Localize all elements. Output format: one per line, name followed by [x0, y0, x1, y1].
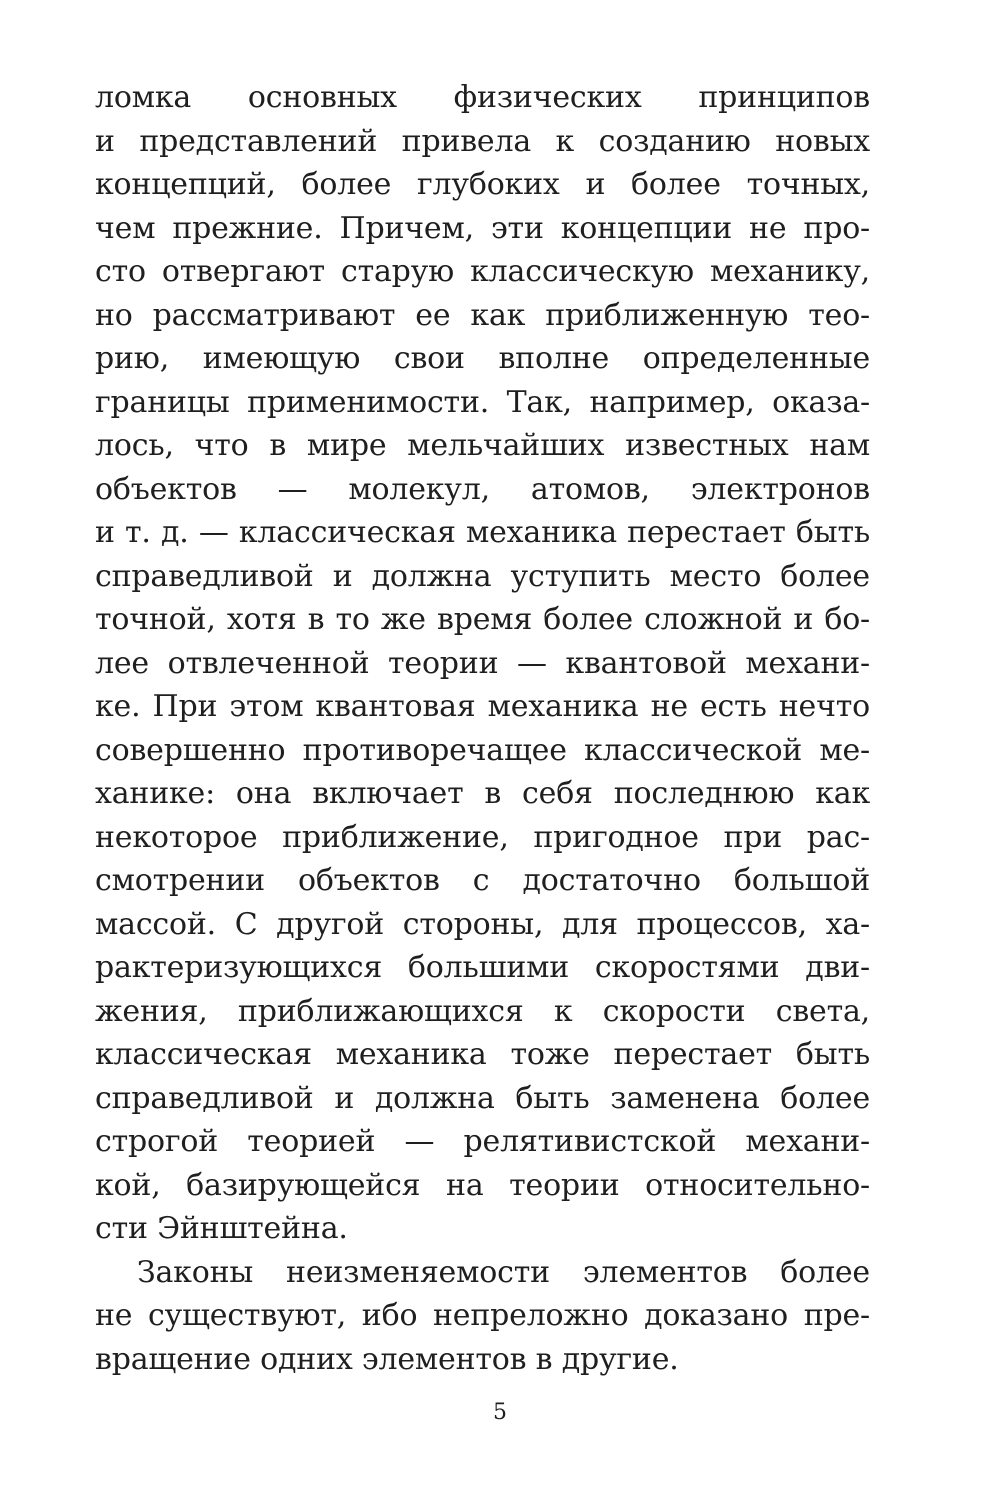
text-line: лее отвлеченной теории — квантовой механи- [95, 645, 870, 681]
text-line: чем прежние. Причем, эти концепции не про- [95, 210, 870, 246]
text-line: совершенно противоречащее классической ме- [95, 732, 870, 768]
text-line: вращение одних элементов в другие. [95, 1341, 679, 1377]
text-line: смотрении объектов с достаточно большой [95, 863, 870, 898]
text-line: не существуют, ибо непреложно доказано пре- [95, 1298, 870, 1333]
text-line: справедливой и должна уступить место более [95, 558, 870, 594]
text-line: рактеризующихся большими скоростями дви- [95, 950, 870, 985]
text-line: лось, что в мире мельчайших известных нам [95, 428, 870, 463]
text-line: классическая механика тоже перестает быть [95, 1037, 870, 1072]
page-number: 5 [493, 1400, 507, 1425]
text-line: сто отвергают старую классическую механику, [95, 254, 870, 289]
text-line: ке. При этом квантовая механика не есть нечто [95, 689, 870, 724]
body-text [95, 76, 870, 1381]
text-line: строгой теорией — релятивистской механи- [95, 1124, 870, 1159]
text-line: справедливой и должна быть заменена более [95, 1080, 870, 1116]
text-line: но рассматривают ее как приближенную тео- [95, 297, 870, 333]
paragraph-1 [95, 76, 870, 1251]
text-line: и представлений привела к созданию новых [95, 123, 870, 159]
text-line: некоторое приближение, пригодное при рас- [95, 819, 870, 855]
paragraph-2 [95, 1251, 870, 1382]
text-line: кой, базирующейся на теории относительно- [95, 1167, 870, 1203]
text-line: ханике: она включает в себя последнюю как [95, 776, 870, 811]
text-line: сти Эйнштейна. [95, 1211, 348, 1246]
text-line: и т. д. — классическая механика перестает быть [95, 515, 870, 550]
text-line: ломка основных физических принципов [95, 80, 870, 115]
text-line: массой. С другой стороны, для процессов, ха- [95, 906, 870, 942]
text-line: границы применимости. Так, например, оказа- [95, 384, 870, 420]
text-line: жения, приближающихся к скорости света, [95, 993, 870, 1029]
text-line: рию, имеющую свои вполне определенные [95, 341, 870, 376]
text-line: объектов — молекул, атомов, электронов [95, 471, 870, 507]
text-line: концепций, более глубоких и более точных, [95, 167, 870, 202]
text-line: Законы неизменяемости элементов более [137, 1254, 870, 1290]
text-line: точной, хотя в то же время более сложной и бо- [95, 602, 870, 637]
